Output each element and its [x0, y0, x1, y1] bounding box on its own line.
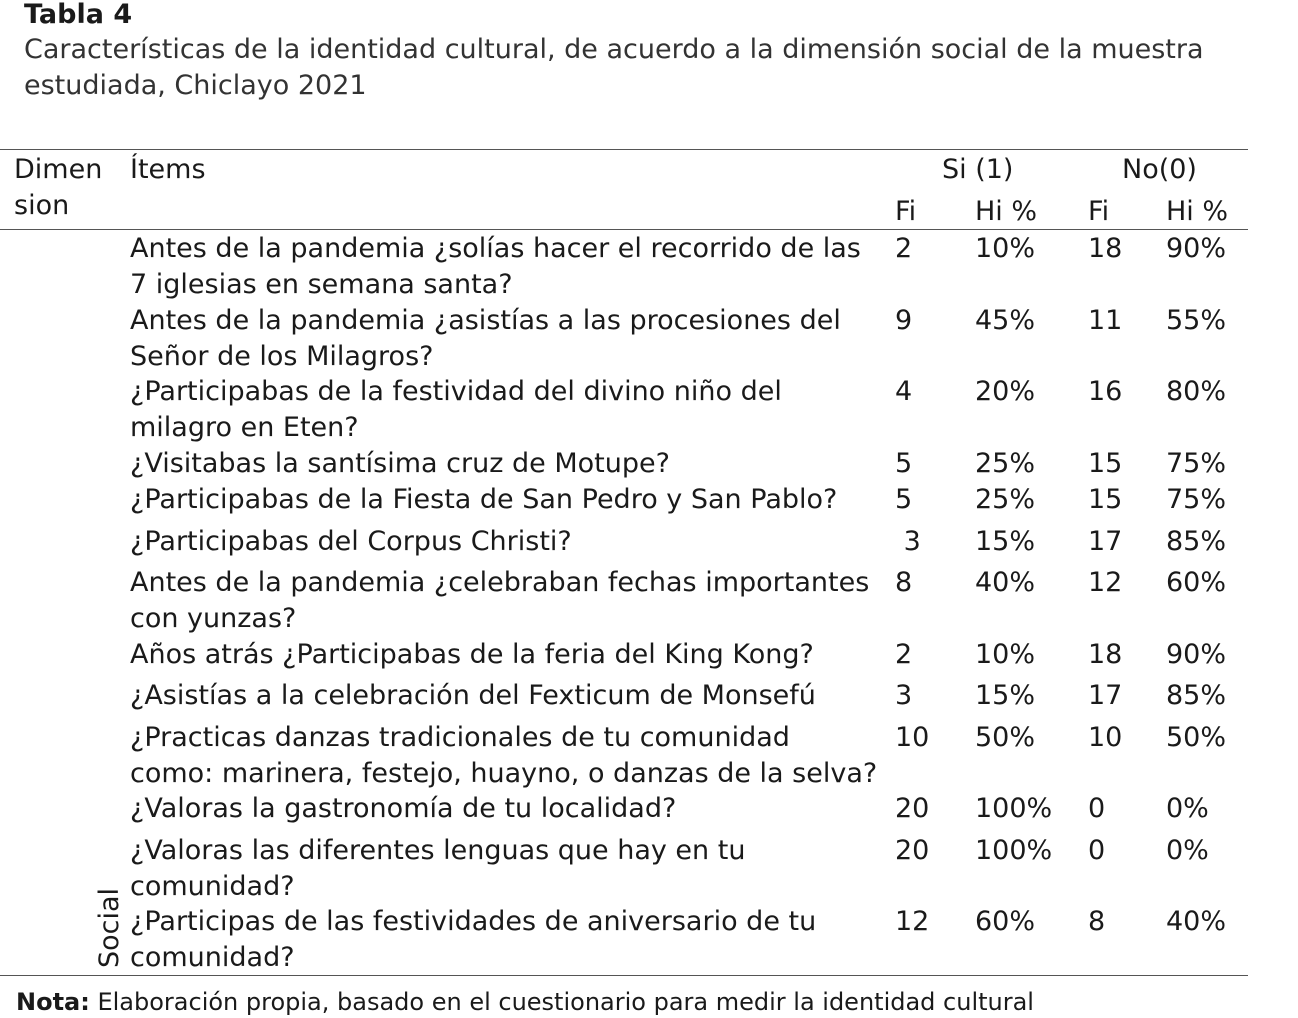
row-no-fi: 0: [1088, 793, 1106, 824]
row-si-hi: 50%: [975, 722, 1036, 753]
row-si-hi: 40%: [975, 567, 1036, 598]
row-item-text: ¿Participabas del Corpus Christi?: [130, 526, 572, 557]
row-item-text: Antes de la pandemia ¿solías hacer el recorrido de las 7 iglesias en semana santa?: [130, 233, 861, 300]
header-si-fi: Fi: [895, 196, 917, 227]
row-no-hi: 85%: [1166, 680, 1227, 711]
row-item-text: ¿Practicas danzas tradicionales de tu comunidad como: marinera, festejo, huayno, o danzas de la selva?: [130, 722, 878, 789]
header-no: No(0): [1122, 154, 1197, 185]
row-item-text: ¿Valoras la gastronomía de tu localidad?: [130, 793, 677, 824]
header-items: Ítems: [130, 154, 206, 185]
row-no-fi: 10: [1088, 722, 1123, 753]
row-si-fi: 5: [895, 484, 913, 515]
row-si-hi: 15%: [975, 526, 1036, 557]
row-no-fi: 17: [1088, 526, 1123, 557]
row-no-fi: 0: [1088, 835, 1106, 866]
row-si-fi: 4: [895, 376, 913, 407]
dimension-label: Social: [94, 887, 125, 968]
row-no-hi: 40%: [1166, 906, 1227, 937]
row-no-fi: 16: [1088, 376, 1123, 407]
row-item-text: Años atrás ¿Participabas de la feria del King Kong?: [130, 639, 814, 670]
row-si-fi: 8: [895, 567, 913, 598]
row-si-hi: 20%: [975, 376, 1036, 407]
row-no-hi: 75%: [1166, 448, 1227, 479]
header-dimension: Dimen sion: [14, 154, 103, 221]
row-no-hi: 75%: [1166, 484, 1227, 515]
row-no-fi: 8: [1088, 906, 1106, 937]
row-item-text: Antes de la pandemia ¿celebraban fechas importantes con yunzas?: [130, 567, 870, 634]
header-no-fi: Fi: [1088, 196, 1110, 227]
row-si-hi: 25%: [975, 448, 1036, 479]
row-no-fi: 18: [1088, 639, 1123, 670]
row-item-text: ¿Asistías a la celebración del Fexticum de Monsefú: [130, 680, 816, 711]
row-si-hi: 45%: [975, 305, 1036, 336]
row-no-fi: 15: [1088, 484, 1123, 515]
table-note: [16, 986, 1034, 1018]
row-item-text: ¿Visitabas la santísima cruz de Motupe?: [130, 448, 670, 479]
row-si-fi: 2: [895, 639, 913, 670]
header-no-hi: Hi %: [1166, 196, 1229, 227]
row-si-hi: 15%: [975, 680, 1036, 711]
row-no-hi: 80%: [1166, 376, 1227, 407]
row-no-hi: 90%: [1166, 639, 1227, 670]
row-si-fi: 10: [895, 722, 930, 753]
row-no-fi: 18: [1088, 233, 1123, 264]
top-rule: [0, 149, 1248, 150]
row-si-fi: 9: [895, 305, 913, 336]
row-si-fi: 2: [895, 233, 913, 264]
row-si-hi: 25%: [975, 484, 1036, 515]
row-item-text: ¿Participabas de la Fiesta de San Pedro y San Pablo?: [130, 484, 838, 515]
row-no-fi: 15: [1088, 448, 1123, 479]
row-item-text: ¿Participas de las festividades de aniversario de tu comunidad?: [130, 906, 817, 973]
row-item-text: ¿Participabas de la festividad del divino niño del milagro en Eten?: [130, 376, 782, 443]
bottom-rule: [0, 975, 1248, 976]
row-si-fi: 5: [895, 448, 913, 479]
row-no-fi: 17: [1088, 680, 1123, 711]
row-si-fi: 12: [895, 906, 930, 937]
row-si-fi: 20: [895, 793, 930, 824]
row-si-hi: 100%: [975, 793, 1053, 824]
table-title: Tabla 4: [24, 0, 133, 30]
table-subtitle: Características de la identidad cultural, de acuerdo a la dimensión social de la muestra estudiada, Chiclayo 2021: [24, 34, 1204, 101]
row-no-fi: 11: [1088, 305, 1123, 336]
row-no-hi: 85%: [1166, 526, 1227, 557]
row-item-text: Antes de la pandemia ¿asistías a las procesiones del Señor de los Milagros?: [130, 305, 841, 372]
note-label: Nota:: [16, 988, 90, 1016]
header-si: Si (1): [942, 154, 1014, 185]
header-si-hi: Hi %: [975, 196, 1038, 227]
row-si-hi: 10%: [975, 639, 1036, 670]
row-item-text: ¿Valoras las diferentes lenguas que hay en tu comunidad?: [130, 835, 746, 902]
row-no-hi: 0%: [1166, 793, 1209, 824]
row-no-hi: 50%: [1166, 722, 1227, 753]
row-si-hi: 100%: [975, 835, 1053, 866]
row-si-hi: 10%: [975, 233, 1036, 264]
row-si-fi: 3: [895, 526, 921, 557]
header-rule: [0, 229, 1248, 230]
row-no-hi: 60%: [1166, 567, 1227, 598]
note-text: Elaboración propia, basado en el cuestionario para medir la identidad cultural: [89, 988, 1034, 1016]
row-no-hi: 0%: [1166, 835, 1209, 866]
row-si-hi: 60%: [975, 906, 1036, 937]
row-no-hi: 55%: [1166, 305, 1227, 336]
row-no-hi: 90%: [1166, 233, 1227, 264]
row-no-fi: 12: [1088, 567, 1123, 598]
row-si-fi: 20: [895, 835, 930, 866]
row-si-fi: 3: [895, 680, 913, 711]
